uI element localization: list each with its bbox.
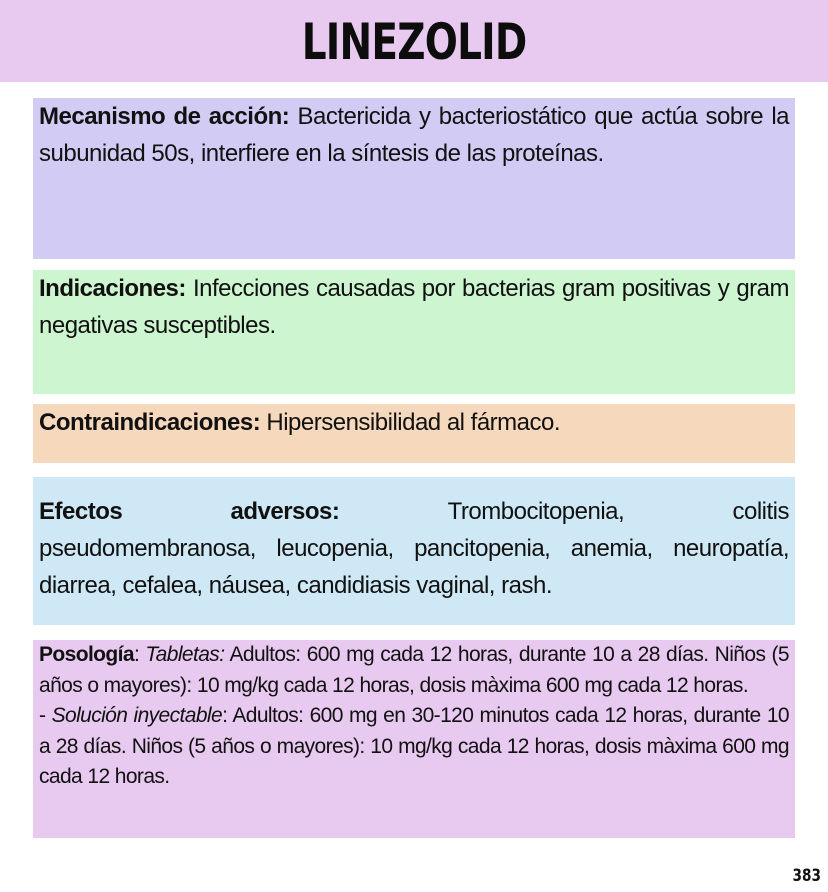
- posologia-tabletas: [39, 640, 789, 701]
- efectos-label-word1: Efectos: [39, 498, 123, 525]
- posologia-section: [33, 640, 795, 838]
- efectos-second-item: colitis: [732, 498, 789, 525]
- indicaciones-section: [33, 270, 795, 394]
- tabletas-text: Adultos: 600 mg cada 12 horas, durante 10 a 28 días. Niños (5 años o mayores): 10 mg/kg cada 12 horas, dosis màxima 600 mg cada 12 horas.: [39, 643, 789, 697]
- solucion-prefix: -: [39, 704, 52, 727]
- contraindicaciones-section: [33, 404, 795, 463]
- page-title: LINEZOLID: [301, 13, 527, 71]
- title-banner: [0, 0, 828, 82]
- efectos-first-item: Trombocitopenia,: [447, 498, 625, 525]
- page-number: 383: [792, 866, 821, 886]
- mecanismo-label: Mecanismo de acción:: [39, 103, 290, 130]
- efectos-adversos-section: [33, 477, 795, 625]
- tabletas-label: Tabletas:: [145, 643, 225, 666]
- posologia-solucion: [39, 701, 789, 793]
- indicaciones-text: Infecciones causadas por bacterias gram positivas y gram negativas susceptibles.: [39, 275, 789, 339]
- efectos-label-word2: adversos:: [230, 498, 340, 525]
- contraindicaciones-label: Contraindicaciones:: [39, 409, 261, 436]
- efectos-text: pseudomembranosa, leucopenia, pancitopenia, anemia, neuropatía, diarrea, cefalea, náusea, candidiasis vaginal, rash.: [39, 535, 789, 599]
- contraindicaciones-text: Hipersensibilidad al fármaco.: [260, 409, 561, 436]
- solucion-label: Solución inyectable: [51, 704, 223, 727]
- posologia-label: Posología: [39, 643, 134, 666]
- efectos-first-line: [39, 493, 789, 530]
- indicaciones-label: Indicaciones:: [39, 275, 186, 302]
- mecanismo-section: [33, 98, 795, 259]
- posologia-separator: :: [133, 643, 146, 666]
- solucion-text: : Adultos: 600 mg en 30-120 minutos cada 12 horas, durante 10 a 28 días. Niños (5 años o mayores): 10 mg/kg cada 12 horas, dosis màxima 600 mg cada 12 horas.: [39, 704, 789, 788]
- mecanismo-text: Bactericida y bacteriostático que actúa sobre la subunidad 50s, interfiere en la síntesis de las proteínas.: [39, 103, 789, 167]
